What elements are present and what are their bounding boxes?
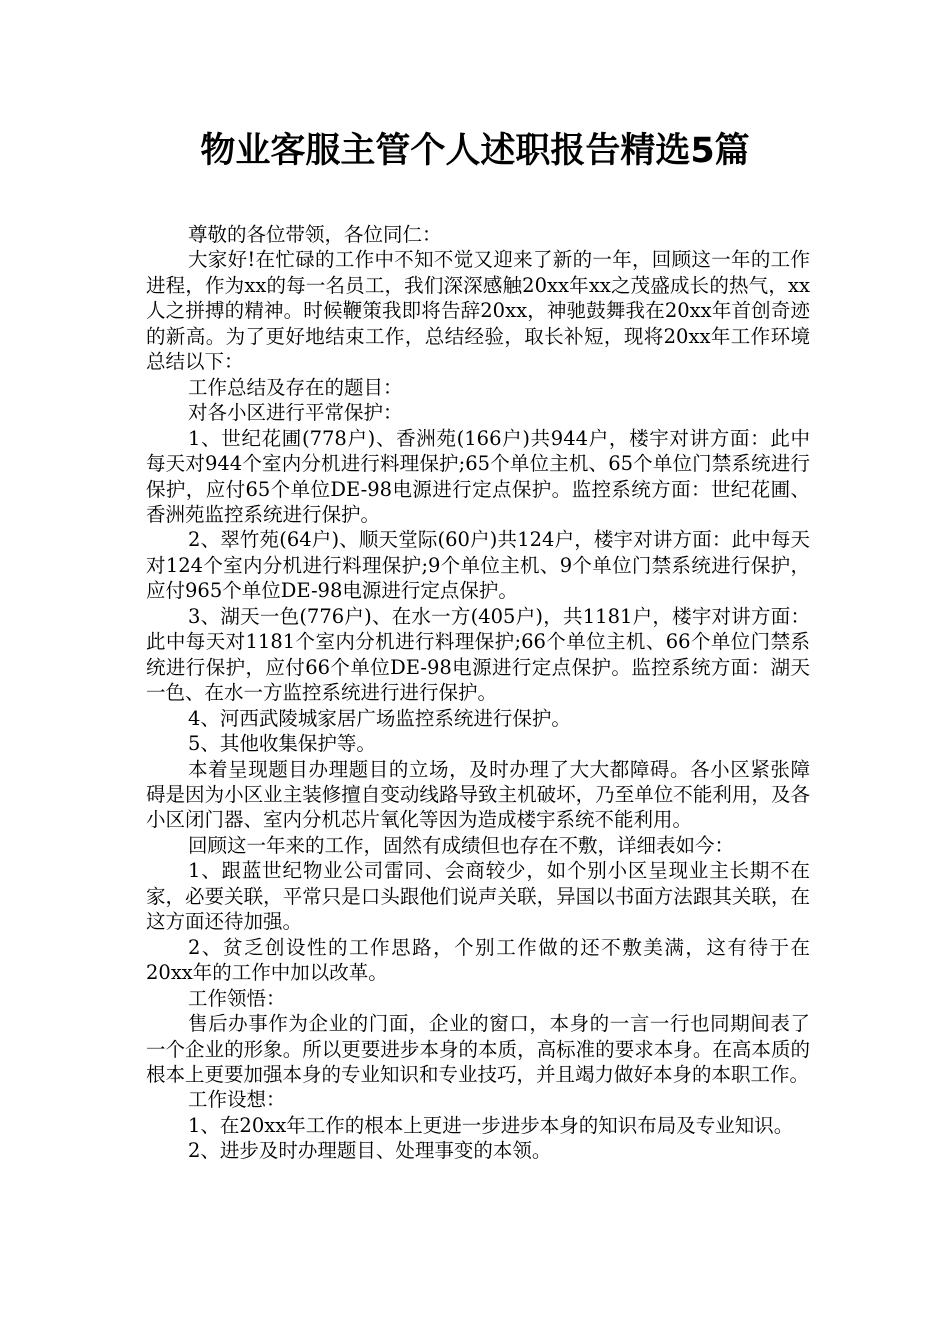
paragraph-faults: 本着呈现题目办理题目的立场，及时办理了大大都障碍。各小区紧张障碍是因为小区业主装修擅自变动线路导致主机破坏，乃至单位不能利用，及各小区闭门器、室内分机芯片氧化等因为造成楼宇系统不能利用。 [146,757,810,832]
paragraph-item-2: 2、翠竹苑(64户)、顺天堂际(60户)共124户，楼宇对讲方面：此中每天对124个室内分机进行料理保护;9个单位主机、9个单位门禁系统进行保护，应付965个单位DE-98电源进行定点保护。 [146,528,810,603]
paragraph-item-3: 3、湖天一色(776户)、在水一方(405户)，共1181户，楼宇对讲方面：此中每天对1181个室内分机进行料理保护;66个单位主机、66个单位门禁系统进行保护，应付66个单位DE-98电源进行定点保护。监控系统方面：湖天一色、在水一方监控系统进行进行保护。 [146,604,810,705]
paragraph-intro: 大家好!在忙碌的工作中不知不觉又迎来了新的一年，回顾这一年的工作进程，作为xx的每一名员工，我们深深感触20xx年xx之茂盛成长的热气，xx人之拼搏的精神。时候鞭策我即将告辞20xx，神驰鼓舞我在20xx年首创奇迹的新高。为了更好地结束工作，总结经验，取长补短，现将20xx年工作环境总结以下： [146,248,810,374]
paragraph-heading-maintenance: 对各小区进行平常保护： [188,401,403,425]
paragraph-insight: 售后办事作为企业的门面，企业的窗口，本身的一言一行也同期间表了一个企业的形象。所以更要进步本身的本质，高标准的要求本身。在高本质的根本上更要加强本身的专业知识和专业技巧，并且竭力做好本身的本职工作。 [146,1012,810,1086]
paragraph-heading-summary: 工作总结及存在的题目： [188,375,403,399]
paragraph-review: 回顾这一年来的工作，固然有成绩但也存在不敷，详细表如今： [188,833,735,857]
document-title: 物业客服主管个人述职报告精选5篇 [200,131,750,171]
paragraph-shortcoming-2: 2、贫乏创设性的工作思路，个别工作做的还不敷美满，这有待于在20xx年的工作中加以改革。 [146,935,810,985]
paragraph-heading-plan: 工作设想： [188,1088,286,1112]
paragraph-plan-1: 1、在20xx年工作的根本上更进一步进步本身的知识布局及专业知识。 [188,1113,794,1137]
paragraph-heading-insight: 工作领悟： [188,986,286,1010]
paragraph-salutation: 尊敬的各位带领，各位同仁： [188,223,442,246]
paragraph-item-4: 4、河西武陵城家居广场监控系统进行保护。 [188,706,571,730]
paragraph-item-5: 5、其他收集保护等。 [188,732,376,756]
paragraph-shortcoming-1: 1、跟蓝世纪物业公司雷同、会商较少，如个别小区呈现业主长期不在家，必要关联，平常只是口头跟他们说声关联，异国以书面方法跟其关联，在这方面还待加强。 [146,859,810,934]
document-body [146,222,810,1164]
paragraph-plan-2: 2、进步及时办理题目、处理事变的本领。 [188,1139,552,1163]
paragraph-item-1: 1、世纪花圃(778户)、香洲苑(166户)共944户，楼宇对讲方面：此中每天对944个室内分机进行料理保护;65个单位主机、65个单位门禁系统进行保护，应付65个单位DE-98电源进行定点保护。监控系统方面：世纪花圃、香洲苑监控系统进行保护。 [146,426,810,526]
